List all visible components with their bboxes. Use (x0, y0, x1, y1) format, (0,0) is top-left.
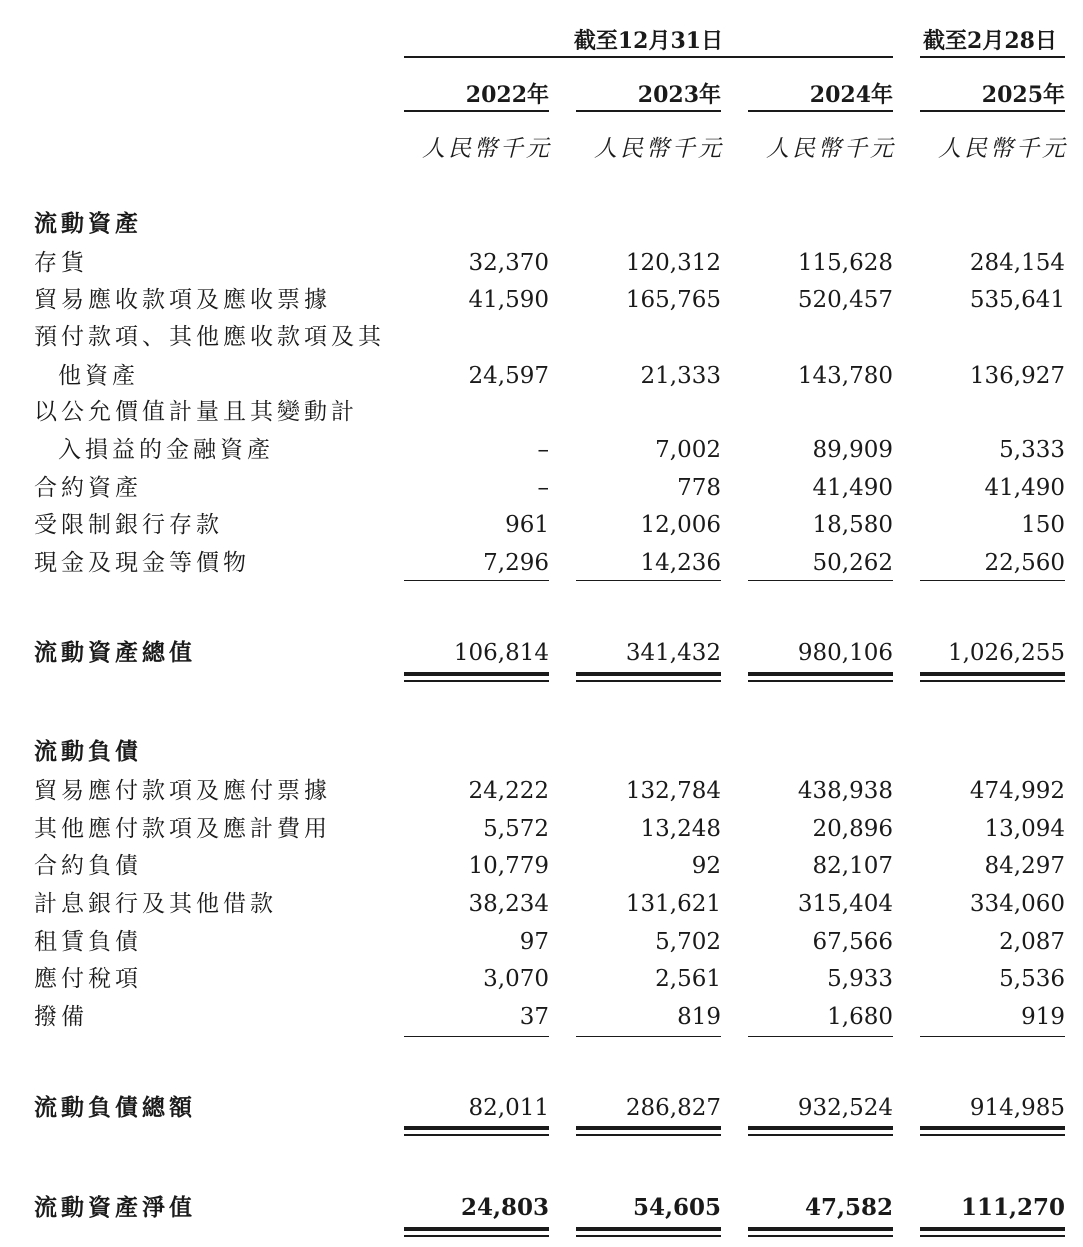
net-total-2025: 111,270 (960, 1194, 1065, 1221)
subtotal-rule (748, 1036, 893, 1037)
net-total-double-rule (576, 1227, 721, 1231)
total-double-rule (748, 1126, 893, 1130)
table-row (0, 851, 1083, 881)
row-label: 撥備 (34, 1004, 88, 1030)
total-double-rule (920, 680, 1065, 682)
cell-2023: 2,561 (655, 966, 721, 992)
cell-2025: 919 (1021, 1004, 1065, 1030)
cell-2022: 97 (519, 929, 549, 955)
cell-2025: 334,060 (969, 891, 1065, 917)
table-row-label-line1 (0, 397, 1083, 427)
cell-2024: 315,404 (797, 891, 893, 917)
cell-2024: 438,938 (797, 778, 893, 804)
total-double-rule (748, 1134, 893, 1136)
total-double-rule (920, 1126, 1065, 1130)
cell-2023: 131,621 (625, 891, 721, 917)
net-total-2022: 24,803 (460, 1194, 549, 1221)
net-total-double-rule (920, 1235, 1065, 1237)
year-2022: 2022年 (465, 82, 549, 108)
net-total-double-rule (920, 1227, 1065, 1231)
cell-2024: 5,933 (827, 966, 893, 992)
unit-2024: 人民幣千元 (766, 136, 896, 162)
period-header-feb28: 截至2月28日 (923, 28, 1057, 54)
table-row-label-line1 (0, 322, 1083, 352)
cell-2023: 7,002 (655, 437, 721, 463)
year-2024: 2024年 (809, 82, 893, 108)
table-row (0, 1002, 1083, 1032)
subtotal-rule (576, 1036, 721, 1037)
year-2023: 2023年 (637, 82, 721, 108)
net-total-label: 流動資產淨值 (34, 1194, 196, 1221)
row-label: 合約負債 (34, 853, 142, 879)
row-label: 現金及現金等價物 (34, 550, 250, 576)
net-total-2023: 54,605 (632, 1194, 721, 1221)
total-double-rule (576, 1134, 721, 1136)
row-label: 貿易應付款項及應付票據 (34, 778, 331, 804)
cell-2024: 520,457 (797, 287, 893, 313)
period-header-dec31: 截至12月31日 (573, 28, 724, 54)
table-row (0, 814, 1083, 844)
total-row (0, 1093, 1083, 1123)
cell-2022: 41,590 (468, 287, 549, 313)
cell-2022: 5,572 (483, 816, 549, 842)
cell-2022: 37 (519, 1004, 549, 1030)
period-header-dec31-rule (404, 56, 893, 58)
cell-2022: 38,234 (468, 891, 549, 917)
table-row (0, 927, 1083, 957)
year-2025: 2025年 (981, 82, 1065, 108)
total-double-rule (404, 1126, 549, 1130)
cell-2024: 115,628 (797, 250, 893, 276)
row-label: 合約資產 (34, 475, 142, 501)
cell-2024: 67,566 (812, 929, 893, 955)
row-label: 以公允價值計量且其變動計 (34, 399, 358, 425)
table-row (0, 548, 1083, 578)
cell-2025: 84,297 (984, 853, 1065, 879)
cell-2025: 150 (1021, 512, 1065, 538)
subtotal-rule (404, 580, 549, 581)
year-rule-3 (748, 110, 893, 112)
total-label: 流動負債總額 (34, 1094, 196, 1121)
total-2023: 341,432 (625, 640, 721, 666)
cell-2025: 13,094 (984, 816, 1065, 842)
cell-2025: 41,490 (984, 475, 1065, 501)
cell-2025: 2,087 (999, 929, 1065, 955)
cell-2025: 284,154 (969, 250, 1065, 276)
total-label: 流動資產總值 (34, 639, 196, 666)
cell-2023: 12,006 (640, 512, 721, 538)
table-row (0, 510, 1083, 540)
row-label: 存貨 (34, 250, 88, 276)
total-double-rule (748, 680, 893, 682)
cell-2024: 82,107 (812, 853, 893, 879)
cell-2022: 24,222 (468, 778, 549, 804)
cell-2023: 92 (691, 853, 721, 879)
year-rule-2 (576, 110, 721, 112)
row-label: 預付款項、其他應收款項及其 (34, 324, 385, 350)
section-current-liabilities (0, 737, 1083, 767)
section-current-assets (0, 209, 1083, 239)
table-row (0, 248, 1083, 278)
cell-2024: 41,490 (812, 475, 893, 501)
table-row (0, 473, 1083, 503)
cell-2023: 5,702 (655, 929, 721, 955)
cell-2022: 24,597 (468, 363, 549, 389)
cell-2023: 778 (677, 475, 721, 501)
subtotal-rule (920, 1036, 1065, 1037)
table-row (0, 964, 1083, 994)
total-2024: 980,106 (797, 640, 893, 666)
cell-2024: 50,262 (812, 550, 893, 576)
cell-2022: 7,296 (483, 550, 549, 576)
total-row (0, 638, 1083, 668)
cell-2023: 21,333 (640, 363, 721, 389)
cell-2025: 535,641 (969, 287, 1065, 313)
table-row (0, 776, 1083, 806)
total-double-rule (576, 680, 721, 682)
net-total-2024: 47,582 (804, 1194, 893, 1221)
subtotal-rule (404, 1036, 549, 1037)
net-total-double-rule (404, 1227, 549, 1231)
row-label-continued: 他資產 (58, 363, 139, 389)
cell-2022: 961 (505, 512, 549, 538)
period-header-feb28-rule (920, 56, 1065, 58)
unit-2025: 人民幣千元 (938, 136, 1068, 162)
total-2022: 82,011 (468, 1095, 549, 1121)
cell-2024: 20,896 (812, 816, 893, 842)
total-double-rule (920, 1134, 1065, 1136)
cell-2023: 165,765 (625, 287, 721, 313)
total-double-rule (920, 672, 1065, 676)
cell-2025: 22,560 (984, 550, 1065, 576)
cell-2024: 18,580 (812, 512, 893, 538)
cell-2025: 474,992 (969, 778, 1065, 804)
total-2022: 106,814 (453, 640, 549, 666)
cell-2023: 14,236 (640, 550, 721, 576)
unit-2023: 人民幣千元 (594, 136, 724, 162)
net-total-double-rule (576, 1235, 721, 1237)
total-2025: 914,985 (969, 1095, 1065, 1121)
section-title: 流動負債 (34, 738, 142, 765)
unit-2022: 人民幣千元 (422, 136, 552, 162)
table-row (0, 889, 1083, 919)
section-title: 流動資產 (34, 210, 142, 237)
total-double-rule (404, 1134, 549, 1136)
net-total-double-rule (748, 1227, 893, 1231)
subtotal-rule (576, 580, 721, 581)
subtotal-rule (748, 580, 893, 581)
cell-2025: 5,536 (999, 966, 1065, 992)
total-double-rule (748, 672, 893, 676)
row-label: 應付稅項 (34, 966, 142, 992)
cell-2022: 32,370 (468, 250, 549, 276)
row-label: 其他應付款項及應計費用 (34, 816, 331, 842)
cell-2022: 10,779 (468, 853, 549, 879)
net-total-row (0, 1193, 1083, 1223)
table-row (0, 435, 1083, 465)
row-label: 計息銀行及其他借款 (34, 891, 277, 917)
total-double-rule (404, 680, 549, 682)
cell-2024: 143,780 (797, 363, 893, 389)
cell-2022: – (537, 475, 549, 501)
net-total-double-rule (748, 1235, 893, 1237)
total-2025: 1,026,255 (947, 640, 1065, 666)
cell-2023: 13,248 (640, 816, 721, 842)
total-double-rule (576, 672, 721, 676)
net-total-double-rule (404, 1235, 549, 1237)
cell-2022: 3,070 (483, 966, 549, 992)
cell-2023: 120,312 (625, 250, 721, 276)
row-label-continued: 入損益的金融資產 (58, 437, 274, 463)
cell-2022: – (537, 437, 549, 463)
table-row (0, 285, 1083, 315)
total-2024: 932,524 (797, 1095, 893, 1121)
total-2023: 286,827 (625, 1095, 721, 1121)
cell-2025: 5,333 (999, 437, 1065, 463)
total-double-rule (404, 672, 549, 676)
cell-2024: 1,680 (827, 1004, 893, 1030)
cell-2025: 136,927 (969, 363, 1065, 389)
row-label: 租賃負債 (34, 929, 142, 955)
subtotal-rule (920, 580, 1065, 581)
total-double-rule (576, 1126, 721, 1130)
year-rule-4 (920, 110, 1065, 112)
cell-2023: 819 (677, 1004, 721, 1030)
year-rule-1 (404, 110, 549, 112)
row-label: 受限制銀行存款 (34, 512, 223, 538)
row-label: 貿易應收款項及應收票據 (34, 287, 331, 313)
table-row (0, 361, 1083, 391)
cell-2024: 89,909 (812, 437, 893, 463)
cell-2023: 132,784 (625, 778, 721, 804)
